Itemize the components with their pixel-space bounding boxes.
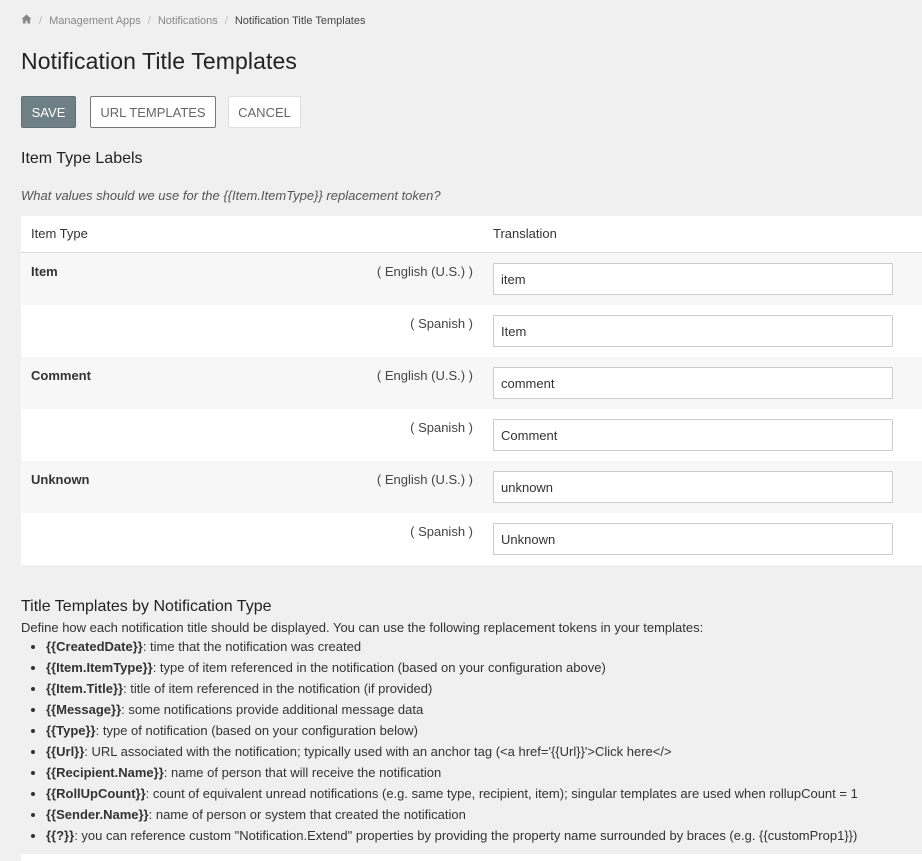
breadcrumb bbox=[21, 14, 365, 27]
breadcrumb-separator: / bbox=[224, 14, 228, 27]
token-description: : you can reference custom "Notification.Extend" properties by providing the property name surrounded by braces (e.g. {{customProp1}}) bbox=[74, 828, 858, 843]
table-row bbox=[21, 253, 922, 305]
token-description: : type of item referenced in the notification (based on your configuration above) bbox=[152, 660, 606, 675]
token-name: {{?}} bbox=[46, 828, 75, 843]
title-templates-heading: Title Templates by Notification Type bbox=[21, 598, 272, 615]
token-list bbox=[21, 636, 858, 846]
breadcrumb-separator: / bbox=[147, 14, 151, 27]
item-type-name: Item bbox=[31, 264, 58, 279]
item-type-name: Comment bbox=[31, 368, 91, 383]
token-name: {{Sender.Name}} bbox=[46, 807, 149, 822]
token-description: : time that the notification was created bbox=[142, 639, 362, 654]
page-title: Notification Title Templates bbox=[21, 48, 297, 74]
language-label: ( English (U.S.) ) bbox=[376, 368, 473, 383]
title-templates-description: Define how each notification title should be displayed. You can use the following replacement tokens in your templates: bbox=[21, 620, 704, 635]
cancel-button[interactable]: CANCEL bbox=[228, 96, 301, 128]
list-item bbox=[46, 804, 858, 825]
list-item bbox=[46, 720, 858, 741]
column-header-translation: Translation bbox=[493, 226, 557, 241]
home-icon[interactable] bbox=[21, 14, 32, 27]
item-type-table bbox=[21, 216, 922, 565]
item-type-labels-heading: Item Type Labels bbox=[21, 150, 143, 167]
translation-input[interactable] bbox=[493, 315, 893, 347]
token-name: {{Type}} bbox=[46, 723, 96, 738]
list-item bbox=[46, 825, 858, 846]
column-header-item-type: Item Type bbox=[31, 226, 88, 241]
language-label: ( Spanish ) bbox=[410, 524, 473, 539]
table-row bbox=[21, 305, 922, 357]
translation-input[interactable] bbox=[493, 523, 893, 555]
token-name: {{Item.ItemType}} bbox=[46, 660, 153, 675]
token-name: {{Message}} bbox=[46, 702, 122, 717]
language-label: ( Spanish ) bbox=[410, 420, 473, 435]
translation-input[interactable] bbox=[493, 263, 893, 295]
token-name: {{Recipient.Name}} bbox=[46, 765, 164, 780]
table-row bbox=[21, 357, 922, 409]
list-item bbox=[46, 636, 858, 657]
item-type-question: What values should we use for the {{Item.ItemType}} replacement token? bbox=[21, 188, 441, 203]
breadcrumb-current: Notification Title Templates bbox=[234, 14, 366, 27]
table-header bbox=[21, 216, 922, 253]
list-item bbox=[46, 657, 858, 678]
token-name: {{Item.Title}} bbox=[46, 681, 124, 696]
token-description: : title of item referenced in the notification (if provided) bbox=[123, 681, 433, 696]
token-name: {{Url}} bbox=[46, 744, 85, 759]
list-item bbox=[46, 783, 858, 804]
translation-input[interactable] bbox=[493, 419, 893, 451]
breadcrumb-management-apps[interactable]: Management Apps bbox=[49, 14, 141, 27]
item-type-name: Unknown bbox=[31, 472, 90, 487]
token-name: {{RollUpCount}} bbox=[46, 786, 146, 801]
table-row bbox=[21, 409, 922, 461]
table-row bbox=[21, 461, 922, 513]
token-name: {{CreatedDate}} bbox=[46, 639, 143, 654]
list-item bbox=[46, 678, 858, 699]
list-item bbox=[46, 741, 858, 762]
breadcrumb-separator: / bbox=[39, 14, 43, 27]
translation-input[interactable] bbox=[493, 367, 893, 399]
token-description: : name of person or system that created the notification bbox=[148, 807, 466, 822]
translation-input[interactable] bbox=[493, 471, 893, 503]
save-button[interactable]: SAVE bbox=[21, 96, 76, 128]
token-description: : count of equivalent unread notifications (e.g. same type, recipient, item); singular templates are used when rollupCount = 1 bbox=[145, 786, 858, 801]
language-label: ( Spanish ) bbox=[410, 316, 473, 331]
token-description: : name of person that will receive the notification bbox=[163, 765, 442, 780]
language-label: ( English (U.S.) ) bbox=[376, 264, 473, 279]
next-section-strip bbox=[21, 854, 922, 861]
list-item bbox=[46, 762, 858, 783]
language-label: ( English (U.S.) ) bbox=[376, 472, 473, 487]
token-description: : URL associated with the notification; typically used with an anchor tag (<a href='{{Url}}'>Click here</> bbox=[84, 744, 672, 759]
table-row bbox=[21, 513, 922, 565]
url-templates-button[interactable]: URL TEMPLATES bbox=[90, 96, 216, 128]
breadcrumb-notifications[interactable]: Notifications bbox=[157, 14, 218, 27]
token-description: : some notifications provide additional message data bbox=[121, 702, 424, 717]
token-description: : type of notification (based on your configuration below) bbox=[95, 723, 418, 738]
list-item bbox=[46, 699, 858, 720]
